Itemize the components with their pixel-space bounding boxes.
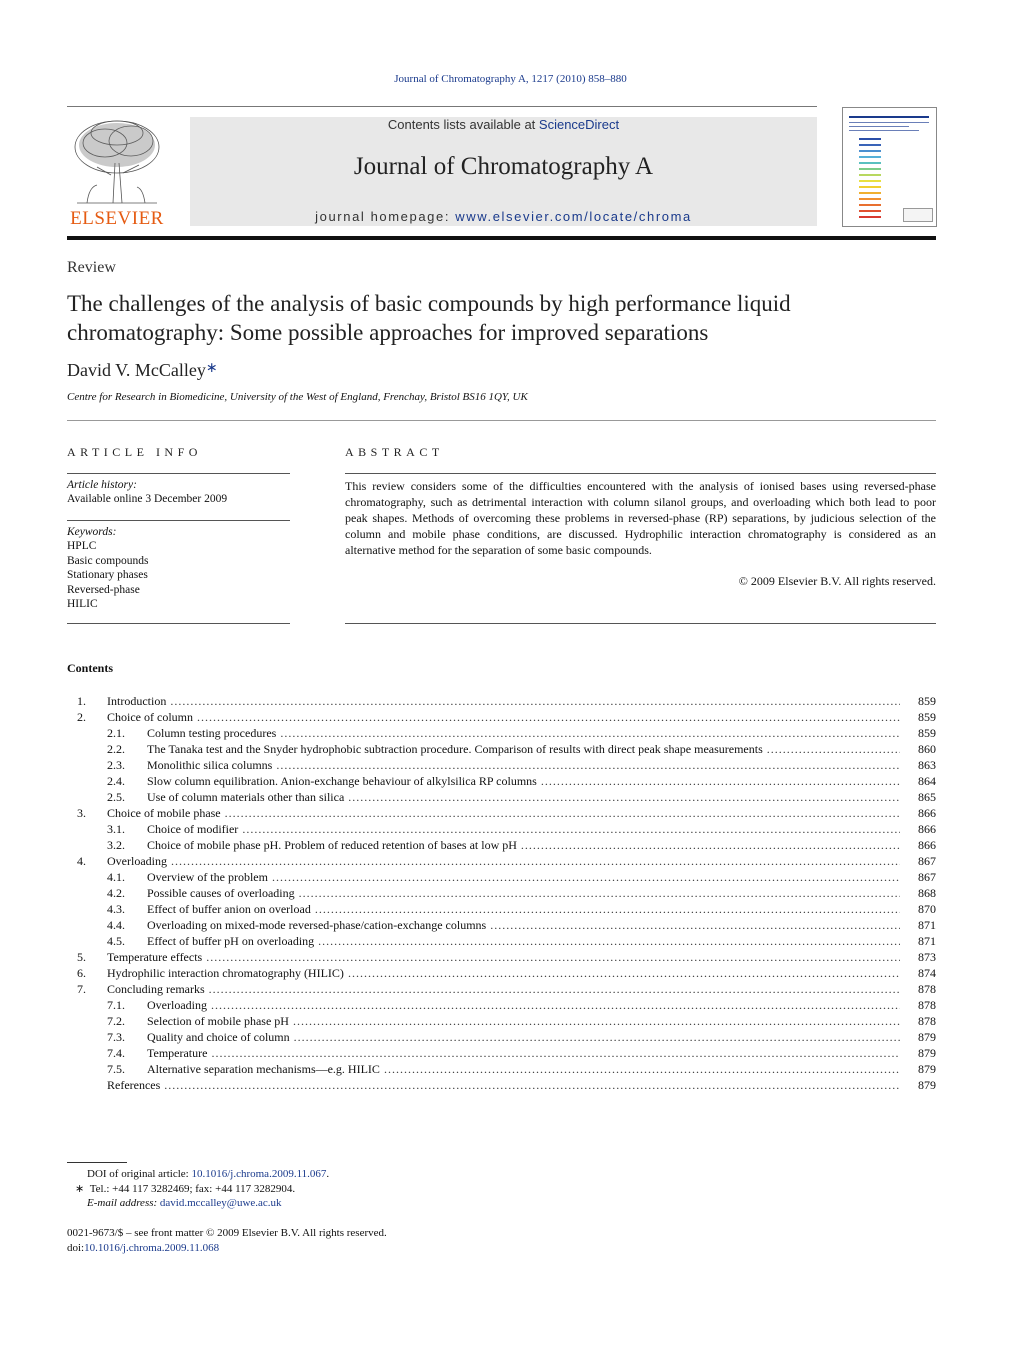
toc-entry-number: 6.: [77, 966, 86, 980]
journal-homepage-line: [190, 209, 817, 224]
toc-entry[interactable]: [67, 981, 936, 997]
toc-entry-number: 5.: [77, 950, 86, 964]
abstract-body: This review considers some of the difficulties encountered with the analysis of ionised bases using reversed-phase chromatography, such as detrimental interaction with column silanol groups, and overloading which both lead to poor peak shapes. Methods of overcoming these problems in reversed-phase (RP) separations, by judicious selection of the column and mobile phase conditions, are discussed. Hydrophilic interaction chromatography is considered as an alternative method for the separation of some basic compounds.: [345, 479, 936, 557]
toc-entry-page: 867: [900, 869, 936, 885]
toc-entry[interactable]: [67, 1077, 936, 1093]
article-history-label: Article history:: [67, 479, 137, 491]
journal-cover-thumbnail: [842, 107, 937, 227]
toc-entry-number: 3.2.: [107, 838, 125, 852]
doi-label: doi:: [67, 1242, 85, 1254]
toc-entry-title[interactable]: Temperature effects .....: [107, 949, 900, 965]
keyword: HILIC: [67, 598, 98, 610]
keywords-rule: [67, 520, 290, 521]
toc-entry[interactable]: [67, 837, 936, 853]
toc-entry-title[interactable]: Concluding remarks .....: [107, 981, 900, 997]
toc-entry[interactable]: [67, 1013, 936, 1029]
keyword: Stationary phases: [67, 569, 148, 581]
toc-entry-page: 879: [900, 1061, 936, 1077]
toc-entry[interactable]: [67, 821, 936, 837]
article-type: Review: [67, 259, 116, 276]
toc-entry-title[interactable]: Monolithic silica columns .....: [147, 757, 900, 773]
toc-entry-page: 879: [900, 1077, 936, 1093]
toc-entry-title[interactable]: Use of column materials other than silica .....: [147, 789, 900, 805]
toc-entry-title[interactable]: Overloading on mixed-mode reversed-phase/cation-exchange columns .....: [147, 917, 900, 933]
author-name-text: David V. McCalley: [67, 360, 206, 380]
footnote-contact: [75, 1182, 295, 1197]
toc-entry-number: 4.3.: [107, 902, 125, 916]
toc-entry[interactable]: [67, 725, 936, 741]
toc-entry-page: 871: [900, 917, 936, 933]
toc-entry-title[interactable]: Overloading .....: [147, 997, 900, 1013]
toc-entry[interactable]: [67, 933, 936, 949]
toc-entry-number: 4.4.: [107, 918, 125, 932]
toc-entry-page: 859: [900, 709, 936, 725]
email-link[interactable]: david.mccalley@uwe.ac.uk: [159, 1197, 282, 1209]
toc-entry-number: 4.: [77, 854, 86, 868]
toc-entry-title[interactable]: Overloading .....: [107, 853, 900, 869]
toc-entry-title[interactable]: Choice of column .....: [107, 709, 900, 725]
toc-entry-page: 866: [900, 805, 936, 821]
toc-entry-page: 863: [900, 757, 936, 773]
toc-entry[interactable]: [67, 917, 936, 933]
toc-entry-title[interactable]: Introduction .....: [107, 693, 900, 709]
toc-entry-page: 860: [900, 741, 936, 757]
header-rule-thick: [67, 236, 936, 240]
toc-entry[interactable]: [67, 853, 936, 869]
toc-entry-page: 878: [900, 981, 936, 997]
toc-entry[interactable]: [67, 757, 936, 773]
toc-entry-number: 7.2.: [107, 1014, 125, 1028]
toc-entry-page: 859: [900, 693, 936, 709]
toc-entry-title[interactable]: Overview of the problem .....: [147, 869, 900, 885]
toc-entry-number: 7.: [77, 982, 86, 996]
keyword: Basic compounds: [67, 554, 149, 567]
toc-entry-page: 873: [900, 949, 936, 965]
toc-entry-number: 1.: [77, 694, 86, 708]
contents-available-line: [190, 117, 817, 132]
abstract-heading: ABSTRACT: [345, 445, 444, 459]
keyword: HPLC: [67, 540, 97, 552]
toc-entry[interactable]: [67, 805, 936, 821]
author-affiliation: Centre for Research in Biomedicine, University of the West of England, Frenchay, Bristol BS16 1QY, UK: [67, 391, 528, 403]
toc-entry-title[interactable]: Choice of modifier .....: [147, 821, 900, 837]
keyword: Reversed-phase: [67, 583, 140, 596]
toc-entry-title[interactable]: Column testing procedures .....: [147, 725, 900, 741]
toc-entry-number: 2.1.: [107, 726, 125, 740]
toc-entry-page: 871: [900, 933, 936, 949]
toc-entry-title[interactable]: Choice of mobile phase pH. Problem of reduced retention of bases at low pH .....: [147, 837, 900, 853]
doi-original-suffix: .: [326, 1168, 330, 1180]
toc-entry-number: 3.1.: [107, 822, 125, 836]
toc-entry-title[interactable]: Slow column equilibration. Anion-exchange behaviour of alkylsilica RP columns .....: [147, 773, 900, 789]
abstract-copyright: © 2009 Elsevier B.V. All rights reserved.: [738, 574, 936, 588]
toc-entry[interactable]: [67, 1045, 936, 1061]
abstract-bottom-rule: [345, 623, 936, 624]
sciencedirect-link[interactable]: ScienceDirect: [538, 117, 620, 132]
toc-entry-number: 4.5.: [107, 934, 125, 948]
article-info-rule: [67, 473, 290, 474]
contents-heading: Contents: [67, 661, 114, 675]
footnote-email: [87, 1196, 282, 1211]
elsevier-wordmark: ELSEVIER: [70, 208, 164, 229]
issn-line: 0021-9673/$ – see front matter © 2009 Elsevier B.V. All rights reserved.: [67, 1227, 387, 1239]
homepage-prefix: journal homepage:: [315, 209, 456, 224]
homepage-url-link[interactable]: www.elsevier.com/locate/chroma: [455, 209, 692, 224]
article-history-value: Available online 3 December 2009: [67, 493, 228, 505]
doi-link[interactable]: 10.1016/j.chroma.2009.11.068: [84, 1242, 220, 1254]
toc-entry-number: 7.4.: [107, 1046, 125, 1060]
keywords-list: [67, 539, 148, 612]
article-info-heading: ARTICLE INFO: [67, 445, 202, 459]
doi-original-label: DOI of original article:: [87, 1168, 192, 1180]
toc-entry-page: 878: [900, 1013, 936, 1029]
toc-entry-page: 866: [900, 821, 936, 837]
toc-entry-title[interactable]: Effect of buffer pH on overloading .....: [147, 933, 900, 949]
toc-entry[interactable]: [67, 741, 936, 757]
toc-entry-number: 2.4.: [107, 774, 125, 788]
footnote-doi-original: [87, 1167, 329, 1182]
toc-entry-title[interactable]: Selection of mobile phase pH .....: [147, 1013, 900, 1029]
toc-entry-number: 4.2.: [107, 886, 125, 900]
toc-entry-page: 859: [900, 725, 936, 741]
author-footnote-mark[interactable]: ∗: [205, 361, 218, 376]
toc-entry[interactable]: [67, 869, 936, 885]
toc-entry-page: 866: [900, 837, 936, 853]
journal-citation: Journal of Chromatography A, 1217 (2010) 858–880: [394, 73, 627, 85]
toc-entry-title[interactable]: Temperature .....: [147, 1045, 900, 1061]
email-label: E-mail address:: [87, 1197, 160, 1209]
header-rule-top: [67, 106, 817, 107]
toc-entry[interactable]: [67, 773, 936, 789]
toc-entry[interactable]: [67, 885, 936, 901]
toc-entry-page: 879: [900, 1045, 936, 1061]
toc-entry-page: 865: [900, 789, 936, 805]
footnote-tel: Tel.: +44 117 3282469; fax: +44 117 3282904.: [89, 1183, 296, 1195]
toc-entry-page: 867: [900, 853, 936, 869]
toc-entry-page: 879: [900, 1029, 936, 1045]
section-rule: [67, 420, 936, 421]
toc-entry-number: 3.: [77, 806, 86, 820]
keywords-label: Keywords:: [67, 526, 117, 538]
toc-entry-title[interactable]: Choice of mobile phase .....: [107, 805, 900, 821]
toc-entry-title[interactable]: Alternative separation mechanisms—e.g. HILIC .....: [147, 1061, 900, 1077]
toc-entry[interactable]: [67, 965, 936, 981]
toc-entry-page: 874: [900, 965, 936, 981]
journal-title: Journal of Chromatography A: [353, 153, 654, 180]
toc-entry[interactable]: [67, 1029, 936, 1045]
abstract-rule: [345, 473, 936, 474]
article-info-bottom-rule: [67, 623, 290, 624]
toc-entry-number: 7.1.: [107, 998, 125, 1012]
footnote-star: ∗: [75, 1183, 85, 1195]
contents-prefix: Contents lists available at: [387, 117, 539, 132]
toc-entry[interactable]: [67, 901, 936, 917]
toc-entry[interactable]: [67, 949, 936, 965]
toc-entry-page: 878: [900, 997, 936, 1013]
toc-entry-number: 2.5.: [107, 790, 125, 804]
toc-entry[interactable]: [67, 789, 936, 805]
toc-entry[interactable]: [67, 693, 936, 709]
toc-entry-title[interactable]: References .....: [107, 1077, 900, 1093]
toc-entry-number: 7.3.: [107, 1030, 125, 1044]
toc-entry-number: 2.: [77, 710, 86, 724]
author-name: [67, 360, 218, 381]
doi-original-link[interactable]: 10.1016/j.chroma.2009.11.067: [191, 1168, 327, 1180]
toc-entry-title[interactable]: Hydrophilic interaction chromatography (HILIC) .....: [107, 965, 900, 981]
table-of-contents: [67, 693, 936, 1093]
toc-entry[interactable]: [67, 709, 936, 725]
toc-entry-page: 868: [900, 885, 936, 901]
toc-entry-number: [67, 1077, 107, 1093]
toc-entry-number: 7.5.: [107, 1062, 125, 1076]
toc-entry-number: 2.2.: [107, 742, 125, 756]
toc-entry-title[interactable]: The Tanaka test and the Snyder hydrophobic subtraction procedure. Comparison of results with direct peak shape measurements .....: [147, 741, 900, 757]
toc-entry-title[interactable]: Quality and choice of column .....: [147, 1029, 900, 1045]
toc-entry-number: 2.3.: [107, 758, 125, 772]
doi-line: [67, 1241, 219, 1256]
toc-entry[interactable]: [67, 1061, 936, 1077]
article-title: The challenges of the analysis of basic compounds by high performance liquid chromatography: Some possible approaches for improved separations: [67, 291, 791, 345]
toc-entry[interactable]: [67, 997, 936, 1013]
toc-entry-page: 864: [900, 773, 936, 789]
toc-entry-title[interactable]: Effect of buffer anion on overload .....: [147, 901, 900, 917]
toc-entry-page: 870: [900, 901, 936, 917]
toc-entry-title[interactable]: Possible causes of overloading .....: [147, 885, 900, 901]
footnote-rule: [67, 1162, 127, 1163]
toc-entry-number: 4.1.: [107, 870, 125, 884]
